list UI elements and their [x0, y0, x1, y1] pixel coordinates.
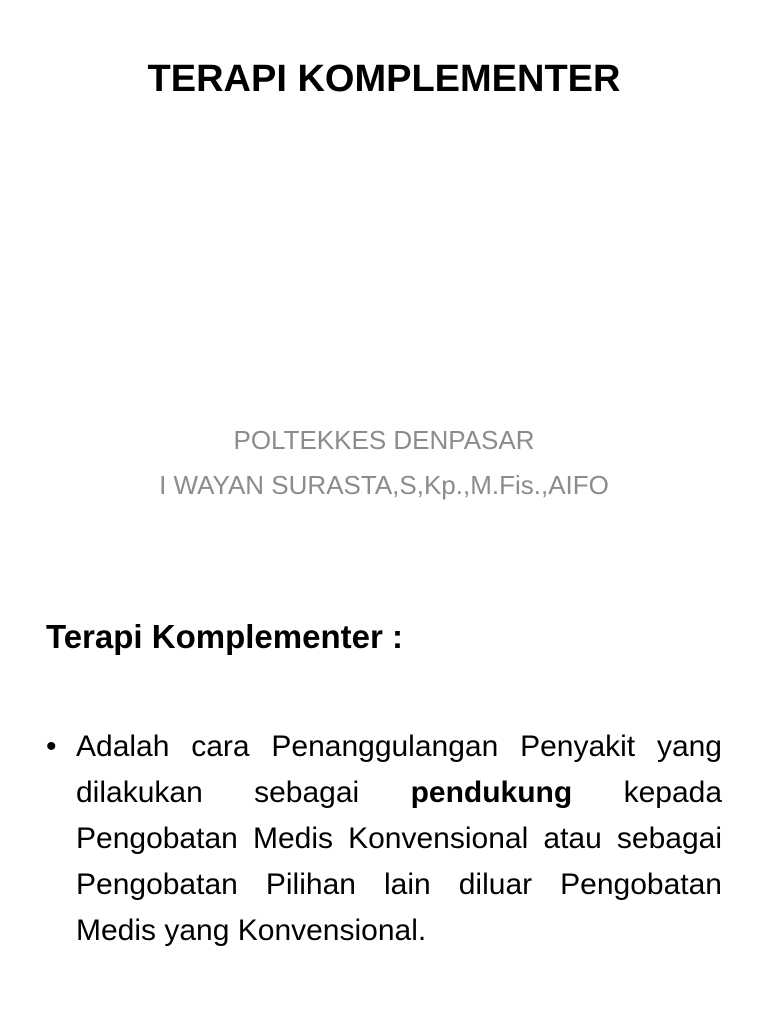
bullet-text-bold: pendukung	[410, 776, 573, 809]
bullet-item	[46, 724, 722, 954]
subtitle-institution: POLTEKKES DENPASAR	[233, 425, 535, 455]
subtitle-author: I WAYAN SURASTA,S,Kp.,M.Fis.,AIFO	[159, 470, 609, 500]
definition-heading: Terapi Komplementer :	[46, 618, 403, 655]
bullet-text-after: kepada Pengobatan Medis Konvensional atau sebagai Pengobatan Pilihan lain diluar Pengobatan Medis yang Konvensional.	[76, 776, 722, 947]
slide-title-heading: TERAPI KOMPLEMENTER	[147, 58, 621, 100]
slide-subtitle	[0, 418, 768, 508]
bullet-icon: •	[46, 730, 57, 763]
bullet-list	[46, 724, 722, 954]
bullet-text-before: Adalah cara Penanggulangan Penyakit yang dilakukan sebagai	[76, 730, 722, 809]
slide-definition	[0, 576, 768, 1024]
